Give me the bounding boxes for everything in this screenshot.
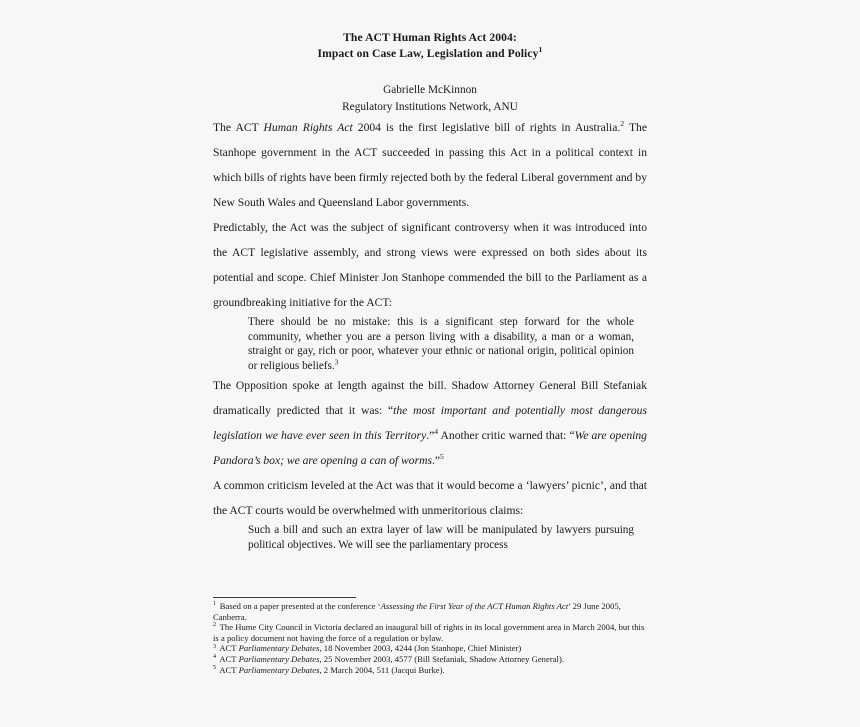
footnote-2-seg1: The Hume City Council in Victoria declared an inaugural bill of rights in its local government area in March 2004, but this is a policy document not having the force of a regulation or bylaw. [213, 622, 645, 643]
paragraph-3 [213, 373, 647, 473]
footnote-3-italic: Parliamentary Debates [238, 643, 320, 654]
footnote-3-marker: 3 [213, 642, 217, 650]
paragraph-2: Predictably, the Act was the subject of significant controversy when it was introduced into the ACT legislative assembly, and strong views were expressed on both sides about its potential and scope. Chief Minister Jon Stanhope commended the bill to the Parliament as a groundbreaking initiative for the ACT: [213, 221, 647, 309]
footnote-5-italic: Parliamentary Debates [238, 664, 320, 675]
title-line-2 [213, 46, 647, 62]
footnote-4-marker: 4 [213, 653, 217, 661]
p3-seg2: .” [426, 429, 435, 443]
footnote-4-seg2: , 25 November 2003, 4577 (Bill Stefaniak, Shadow Attorney General). [319, 653, 564, 664]
footnote-5-seg2: , 2 March 2004, 511 (Jacqui Burke). [319, 664, 445, 675]
p3-seg4: .” [431, 454, 441, 468]
footnote-separator-rule [213, 597, 356, 598]
footnote-4 [213, 654, 647, 665]
p3-footnote-marker-4: 4 [434, 427, 439, 437]
footnote-1-italic: Assessing the First Year of the ACT Human Rights Act [380, 601, 569, 611]
author-affiliation: Regulatory Institutions Network, ANU [342, 100, 518, 113]
p3-italic-quote-2: We are opening Pandora’s box; we are opening a can of worms [213, 429, 647, 468]
document-title [213, 30, 647, 62]
q1-text: There should be no mistake: this is a significant step forward for the whole community, whether you are a person living with a disability, a man or a woman, straight or gay, rich or poor, whatever your ethnic or national origin, political opinion or religious beliefs. [248, 316, 634, 372]
footnote-1-seg1: Based on a paper presented at the conference ‘ [217, 601, 381, 611]
footnotes-section [213, 597, 647, 675]
footnote-2 [213, 622, 647, 643]
author-block [213, 82, 647, 115]
footnote-5-seg1: ACT [217, 664, 239, 675]
p1-italic-act-title: Human Rights Act [263, 121, 353, 134]
p3-seg3: Another critic warned that: “ [438, 429, 575, 443]
footnote-4-seg1: ACT [217, 653, 239, 664]
footnote-3-seg1: ACT [217, 643, 239, 654]
paragraph-1 [213, 115, 647, 215]
p1-seg2: 2004 is the first legislative bill of rights in Australia. [352, 121, 621, 134]
footnote-1 [213, 601, 647, 622]
footnote-5-marker: 5 [213, 663, 217, 671]
footnote-3-seg2: , 18 November 2003, 4244 (Jon Stanhope, Chief Minister) [319, 643, 522, 654]
footnote-2-marker: 2 [213, 621, 217, 629]
title-line-2-text: Impact on Case Law, Legislation and Policy [317, 47, 539, 60]
p3-italic-quote-1: the most important and potentially most dangerous legislation we have ever seen in this Territory [213, 404, 647, 443]
p3-seg1: The Opposition spoke at length against the bill. Shadow Attorney General Bill Stefaniak dramatically predicted that it was: “ [213, 379, 647, 418]
paragraph-4: A common criticism leveled at the Act was that it would become a ‘lawyers’ picnic’, and that the ACT courts would be overwhelmed with unmeritorious claims: [213, 479, 647, 518]
author-name: Gabrielle McKinnon [383, 84, 477, 96]
footnote-4-italic: Parliamentary Debates [238, 653, 320, 664]
footnote-5 [213, 665, 647, 676]
title-footnote-marker: 1 [538, 45, 543, 55]
block-quote-1 [248, 315, 634, 373]
p1-seg1: The ACT [213, 121, 264, 134]
q1-footnote-marker: 3 [334, 357, 339, 367]
p1-footnote-marker: 2 [620, 119, 625, 129]
title-line-1: The ACT Human Rights Act 2004: [343, 31, 517, 44]
p1-seg3: The Stanhope government in the ACT succeeded in passing this Act in a political context in which bills of rights have been firmly rejected both by the federal Liberal government and by New South Wales and Queensland Labor governments. [213, 121, 647, 209]
block-quote-2: Such a bill and such an extra layer of law will be manipulated by lawyers pursuing political objectives. We will see the parliamentary process [248, 524, 634, 551]
p3-footnote-marker-5: 5 [440, 452, 444, 462]
document-body [213, 30, 647, 553]
footnote-1-marker: 1 [213, 600, 217, 608]
footnote-1-seg2: ’ 29 June 2005, Canberra. [213, 601, 621, 622]
footnote-3 [213, 643, 647, 654]
